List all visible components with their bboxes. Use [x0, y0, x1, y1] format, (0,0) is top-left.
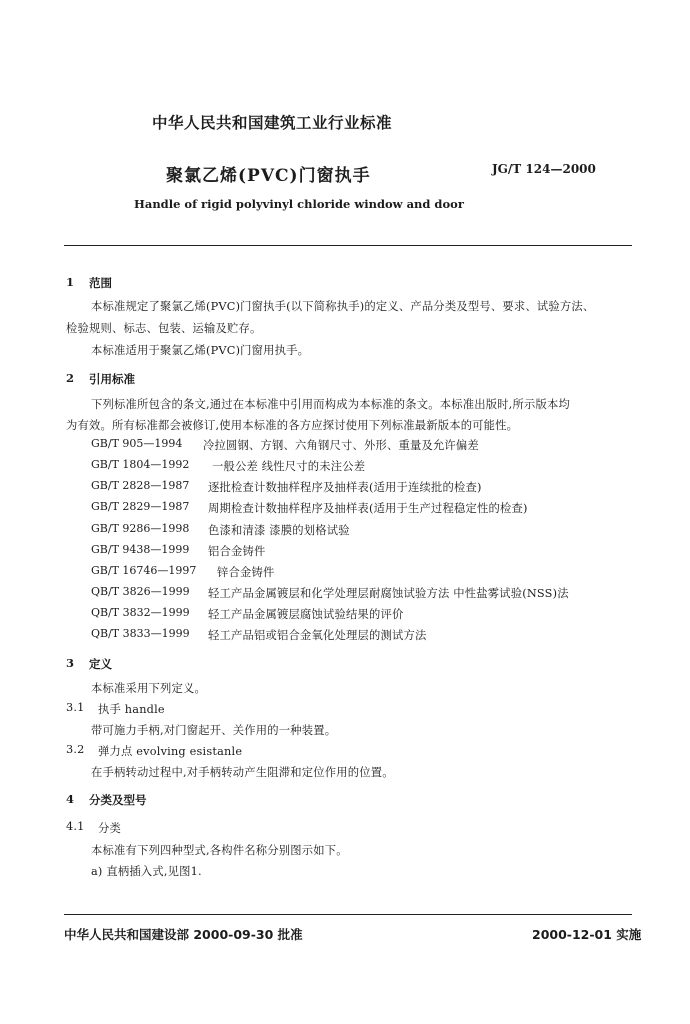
reference-title: 轻工产品金属镀层腐蚀试验结果的评价: [208, 608, 404, 621]
section-2-paragraph-line: 下列标准所包含的条文,通过在本标准中引用而构成为本标准的条文。本标准出版时,所示版本均: [91, 398, 570, 411]
section-1-paragraph-line: 本标准规定了聚氯乙烯(PVC)门窗执手(以下简称执手)的定义、产品分类及型号、要求、试验方法、: [91, 300, 595, 313]
reference-title: 一般公差 线性尺寸的未注公差: [212, 460, 366, 473]
section-4-number: 4: [66, 792, 75, 806]
reference-code: QB/T 3833—1999: [91, 627, 190, 640]
reference-code: GB/T 2829—1987: [91, 500, 190, 513]
effective-date: 2000-12-01 实施: [532, 927, 642, 942]
definition-term: 弹力点 evolving esistanle: [98, 745, 243, 758]
reference-title: 冷拉圆钢、方钢、六角钢尺寸、外形、重量及允许偏差: [203, 439, 479, 452]
reference-code: GB/T 16746—1997: [91, 564, 197, 577]
reference-title: 轻工产品金属镀层和化学处理层耐腐蚀试验方法 中性盐雾试验(NSS)法: [208, 587, 569, 600]
section-4-paragraph: 本标准有下列四种型式,各构件名称分别图示如下。: [91, 844, 348, 857]
reference-title: 铝合金铸件: [208, 545, 266, 558]
subsection-number: 4.1: [66, 820, 85, 833]
definition-text: 在手柄转动过程中,对手柄转动产生阻滞和定位作用的位置。: [91, 766, 394, 779]
definition-term: 执手 handle: [98, 703, 165, 716]
definition-number: 3.2: [66, 743, 85, 756]
reference-code: GB/T 9286—1998: [91, 522, 190, 535]
section-1-number: 1: [66, 275, 75, 289]
footer-divider: [64, 914, 632, 915]
document-title-english: Handle of rigid polyvinyl chloride window and door: [134, 197, 464, 211]
section-3-heading: 定义: [89, 657, 112, 671]
issuing-standard-header: 中华人民共和国建筑工业行业标准: [152, 114, 393, 132]
reference-code: GB/T 9438—1999: [91, 543, 190, 556]
section-1-paragraph: 本标准适用于聚氯乙烯(PVC)门窗用执手。: [91, 344, 310, 357]
section-2-paragraph-line: 为有效。所有标准都会被修订,使用本标准的各方应探讨使用下列标准最新版本的可能性。: [66, 419, 519, 432]
reference-title: 周期检查计数抽样程序及抽样表(适用于生产过程稳定性的检查): [208, 502, 528, 515]
standard-code: JG/T 124—2000: [492, 162, 596, 176]
reference-title: 逐批检查计数抽样程序及抽样表(适用于连续批的检查): [208, 481, 482, 494]
section-1-paragraph-line: 检验规则、标志、包装、运输及贮存。: [66, 322, 262, 335]
section-3-intro: 本标准采用下列定义。: [91, 682, 206, 695]
definition-number: 3.1: [66, 701, 85, 714]
reference-title: 锌合金铸件: [217, 566, 275, 579]
approval-date: 中华人民共和国建设部 2000-09-30 批准: [64, 927, 303, 942]
reference-title: 色漆和清漆 漆膜的划格试验: [208, 524, 350, 537]
reference-title: 轻工产品铝或铝合金氧化处理层的测试方法: [208, 629, 427, 642]
section-2-number: 2: [66, 371, 75, 385]
reference-code: GB/T 2828—1987: [91, 479, 190, 492]
reference-code: QB/T 3832—1999: [91, 606, 190, 619]
subsection-heading: 分类: [98, 822, 121, 835]
definition-text: 带可施力手柄,对门窗起开、关作用的一种装置。: [91, 724, 337, 737]
section-3-number: 3: [66, 656, 75, 670]
section-2-heading: 引用标准: [89, 372, 135, 386]
section-4-heading: 分类及型号: [89, 793, 147, 807]
reference-code: GB/T 905—1994: [91, 437, 183, 450]
list-item: a) 直柄插入式,见图1.: [91, 865, 202, 878]
document-title: 聚氯乙烯(PVC)门窗执手: [166, 166, 371, 186]
header-divider: [64, 245, 632, 246]
section-1-heading: 范围: [89, 276, 112, 290]
reference-code: QB/T 3826—1999: [91, 585, 190, 598]
reference-code: GB/T 1804—1992: [91, 458, 190, 471]
